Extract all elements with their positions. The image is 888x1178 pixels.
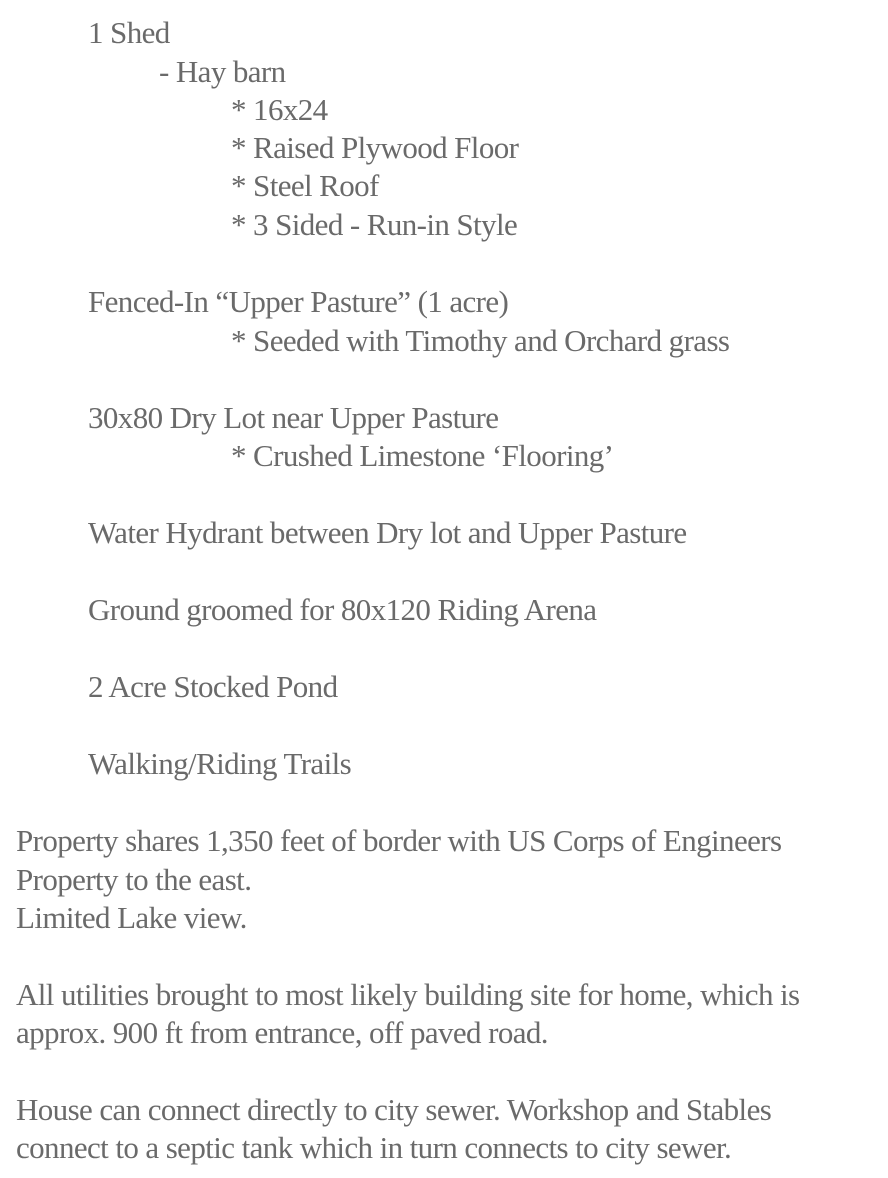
paragraph-border-line-2: Property to the east. — [16, 862, 252, 897]
paragraph-sewer-line-2: connect to a septic tank which in turn connects to city sewer. — [16, 1130, 732, 1165]
item-riding-arena: Ground groomed for 80x120 Riding Arena — [88, 592, 597, 627]
item-hay-barn: - Hay barn — [159, 54, 286, 89]
paragraph-utilities-line-2: approx. 900 ft from entrance, off paved road. — [16, 1015, 548, 1050]
item-shed: 1 Shed — [88, 15, 170, 50]
item-trails: Walking/Riding Trails — [88, 746, 352, 781]
paragraph-lake-view: Limited Lake view. — [16, 900, 247, 935]
item-upper-pasture: Fenced-In “Upper Pasture” (1 acre) — [88, 284, 509, 319]
detail-seeding: * Seeded with Timothy and Orchard grass — [231, 323, 730, 358]
detail-size: * 16x24 — [231, 92, 328, 127]
detail-floor: * Raised Plywood Floor — [231, 130, 519, 165]
detail-style: * 3 Sided - Run-in Style — [231, 207, 518, 242]
item-pond: 2 Acre Stocked Pond — [88, 669, 338, 704]
paragraph-utilities-line-1: All utilities brought to most likely building site for home, which is — [16, 977, 800, 1012]
item-water-hydrant: Water Hydrant between Dry lot and Upper Pasture — [88, 515, 687, 550]
detail-flooring: * Crushed Limestone ‘Flooring’ — [231, 438, 614, 473]
detail-roof: * Steel Roof — [231, 168, 379, 203]
paragraph-border-line-1: Property shares 1,350 feet of border with US Corps of Engineers — [16, 823, 782, 858]
paragraph-sewer-line-1: House can connect directly to city sewer. Workshop and Stables — [16, 1092, 772, 1127]
item-dry-lot: 30x80 Dry Lot near Upper Pasture — [88, 400, 499, 435]
